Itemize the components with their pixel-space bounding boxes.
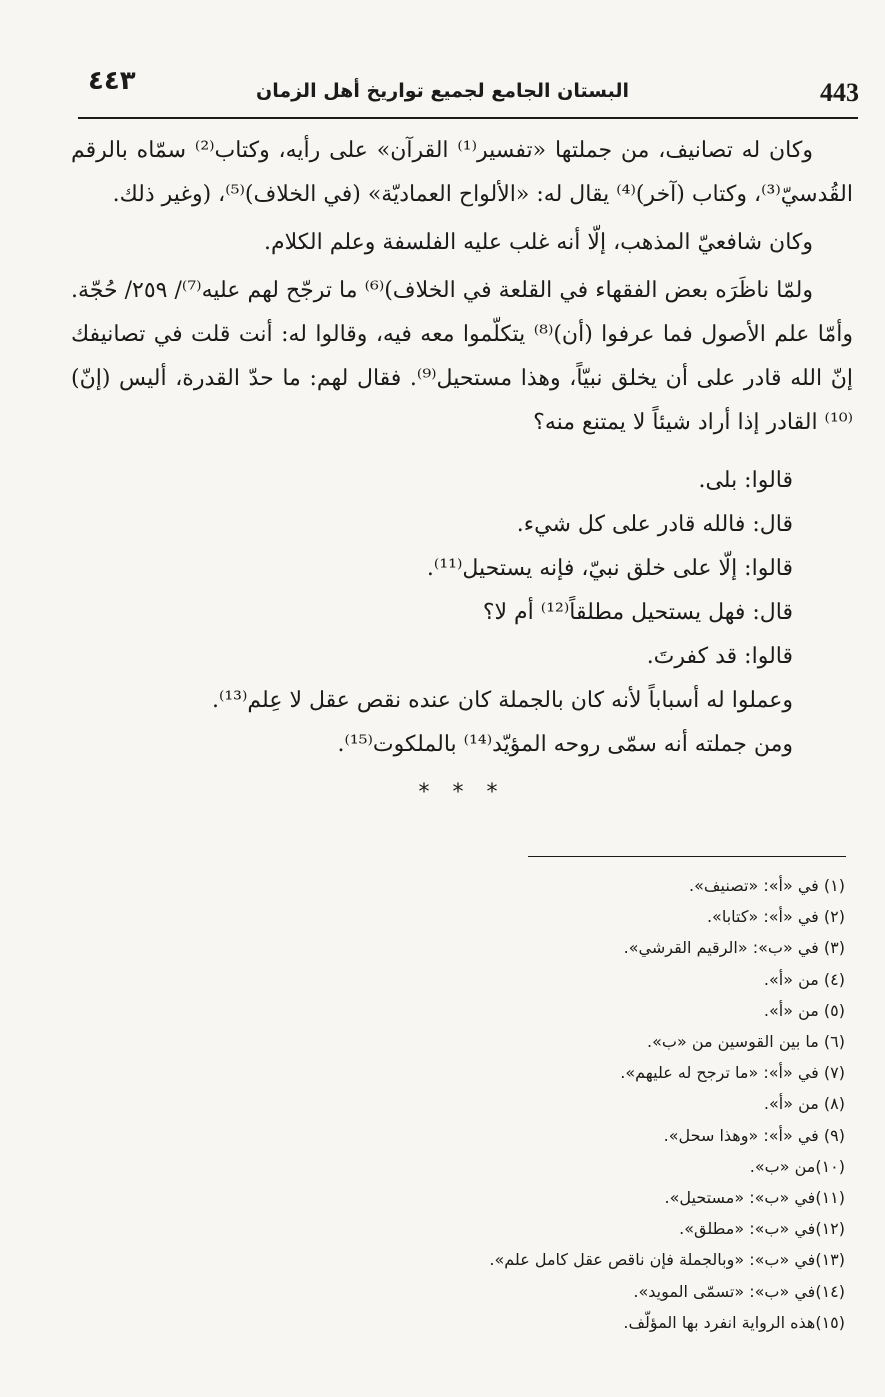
dialogue-line: قال: فالله قادر على كل شيء. [516, 512, 793, 537]
paragraph: وكان شافعيّ المذهب، إلّا أنه غلب عليه الفلسفة وعلم الكلام. [264, 230, 813, 255]
page-number-arabic: ٤٤٣ [88, 66, 136, 96]
footnote: (١١)في «ب»: «مستحيل». [664, 1188, 845, 1208]
dialogue-line: وعملوا له أسباباً لأنه كان بالجملة كان عنده نقص عقل لا عِلم⁽¹³⁾. [211, 688, 793, 713]
paragraph: وكان له تصانيف، من جملتها «تفسير⁽¹⁾ القرآن» على رأيه، وكتاب⁽²⁾ سمّاه بالرقم القُدسيّ⁽³⁾، وكتاب (آخر)⁽⁴⁾ يقال له: «الألواح العماديّة» (في الخلاف)⁽⁵⁾، (وغير ذلك. [71, 138, 853, 207]
footnote: (٧) في «أ»: «ما ترجح له عليهم». [620, 1063, 845, 1083]
footnote: (١٥)هذه الرواية انفرد بها المؤلّف. [623, 1312, 845, 1332]
footnote: (٦) ما بين القوسين من «ب». [647, 1032, 845, 1052]
dialogue-line: قالوا: بلى. [698, 468, 793, 493]
dialogue-line: ومن جملته أنه سمّى روحه المؤيّد⁽¹⁴⁾ بالملكوت⁽¹⁵⁾. [337, 732, 793, 757]
footnote: (١٣)في «ب»: «وبالجملة فإن ناقص عقل كامل علم». [489, 1250, 845, 1270]
footnote: (١٤)في «ب»: «تسمّى المويد». [633, 1281, 845, 1301]
running-header-title: البستان الجامع لجميع تواريخ أهل الزمان [256, 80, 629, 102]
footnote: (١٢)في «ب»: «مطلق». [679, 1219, 845, 1239]
dialogue-line: قال: فهل يستحيل مطلقاً⁽¹²⁾ أم لا؟ [482, 600, 793, 625]
main-text [71, 129, 853, 815]
footnote: (٢) في «أ»: «كتابا». [706, 907, 845, 927]
header-rule [78, 117, 858, 119]
dialogue-block [71, 459, 853, 767]
footnote-rule [528, 856, 846, 857]
footnote: (١) في «أ»: «تصنيف». [689, 876, 845, 895]
footnote: (٩) في «أ»: «وهذا سحل». [663, 1125, 845, 1145]
paragraph: ولمّا ناظَرَه بعض الفقهاء في القلعة في الخلاف)⁽⁶⁾ ما ترجّح لهم عليه⁽⁷⁾/ ٢٥٩/ حُجّة. وأمّا علم الأصول فما عرفوا (أن)⁽⁸⁾ يتكلّموا معه فيه، وقالوا له: أنت قلت في تصانيفك إنّ الله قادر على أن يخلق نبيّاً، وهذا مستحيل⁽⁹⁾. فقال لهم: ما حدّ القدرة، أليس (إنّ)⁽¹⁰⁾ القادر إذا أراد شيئاً لا يمتنع منه؟ [71, 278, 853, 435]
footnote: (٣) في «ب»: «الرقيم القرشي». [623, 938, 845, 958]
footnote: (٥) من «أ». [763, 1000, 845, 1020]
footnote: (٨) من «أ». [763, 1094, 845, 1114]
footnote: (٤) من «أ». [763, 969, 845, 989]
section-separator: * * * [418, 780, 506, 805]
footnotes-list [45, 870, 845, 1338]
dialogue-line: قالوا: إلّا على خلق نبيّ، فإنه يستحيل⁽¹¹⁾. [426, 556, 793, 581]
footnote: (١٠)من «ب». [749, 1156, 845, 1176]
page-number-latin: 443 [820, 78, 859, 107]
dialogue-line: قالوا: قد كفرتَ. [646, 644, 793, 669]
